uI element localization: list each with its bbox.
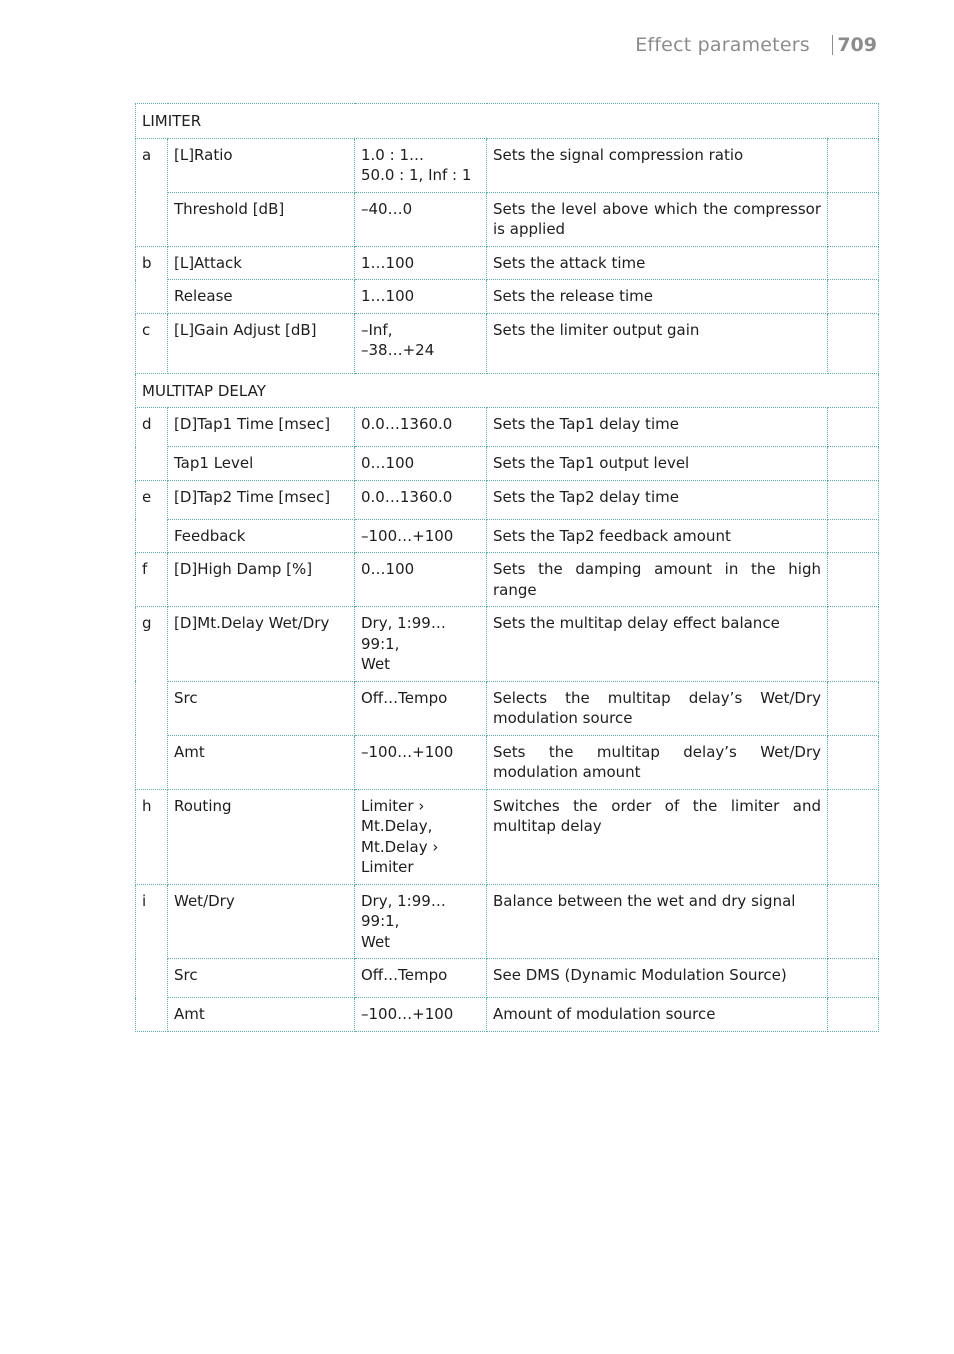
- param-range: [355, 789, 487, 884]
- group-letter: d: [136, 408, 168, 481]
- page-number: 709: [837, 34, 877, 56]
- empty-cell: [828, 519, 879, 553]
- empty-cell: [828, 192, 879, 246]
- param-range: [355, 246, 487, 280]
- param-description: Sets the multitap delay effect balance: [487, 607, 828, 682]
- range-line: –100…+100: [361, 1005, 454, 1023]
- range-line: –100…+100: [361, 742, 454, 761]
- table-row: [136, 789, 879, 884]
- param-name: Amt: [168, 735, 355, 789]
- range-line: Dry, 1:99…99:1,: [361, 614, 446, 653]
- param-name: Wet/Dry: [168, 884, 355, 959]
- table-row: [136, 884, 879, 959]
- empty-cell: [828, 959, 879, 998]
- param-name: Routing: [168, 789, 355, 884]
- param-description: Sets the attack time: [487, 246, 828, 280]
- table-row: [136, 408, 879, 447]
- param-name: [D]High Damp [%]: [168, 553, 355, 607]
- range-line: –Inf,: [361, 320, 393, 339]
- empty-cell: [828, 313, 879, 373]
- param-name: [L]Gain Adjust [dB]: [168, 313, 355, 373]
- param-name: Threshold [dB]: [168, 192, 355, 246]
- group-letter: f: [136, 553, 168, 607]
- param-name: Release: [168, 280, 355, 314]
- table-row: [136, 998, 879, 1032]
- range-line: Off…Tempo: [361, 966, 448, 984]
- range-line: 1.0 : 1…: [361, 145, 424, 164]
- range-line: Mt.Delay ›: [361, 837, 439, 856]
- range-line: 50.0 : 1, Inf : 1: [361, 166, 472, 184]
- param-range: [355, 553, 487, 607]
- param-range: [355, 681, 487, 735]
- section-header-row: [136, 104, 879, 139]
- range-line: Wet: [361, 932, 391, 951]
- empty-cell: [828, 607, 879, 682]
- param-description: Sets the release time: [487, 280, 828, 314]
- empty-cell: [828, 480, 879, 519]
- param-range: [355, 735, 487, 789]
- range-line: Off…Tempo: [361, 688, 448, 707]
- param-range: [355, 607, 487, 682]
- range-line: 1…100: [361, 287, 415, 305]
- table-row: [136, 313, 879, 373]
- parameter-table: [135, 103, 879, 1032]
- empty-cell: [828, 138, 879, 192]
- range-line: Limiter: [361, 858, 414, 876]
- page-header: [635, 32, 877, 58]
- param-description: Sets the Tap1 delay time: [487, 408, 828, 447]
- param-name: [L]Attack: [168, 246, 355, 280]
- param-range: [355, 959, 487, 998]
- param-range: [355, 884, 487, 959]
- table-row: [136, 138, 879, 192]
- empty-cell: [828, 408, 879, 447]
- param-range: [355, 280, 487, 314]
- range-line: Mt.Delay,: [361, 817, 433, 835]
- group-letter: a: [136, 138, 168, 246]
- param-name: Src: [168, 681, 355, 735]
- range-line: –40…0: [361, 199, 413, 218]
- param-description: Amount of modulation source: [487, 998, 828, 1032]
- range-line: 0…100: [361, 560, 415, 578]
- table-row: [136, 246, 879, 280]
- range-line: 0…100: [361, 454, 415, 472]
- range-line: 0.0…1360.0: [361, 415, 453, 433]
- param-range: [355, 480, 487, 519]
- table-row: [136, 192, 879, 246]
- param-description: Sets the Tap1 output level: [487, 447, 828, 481]
- table-row: [136, 519, 879, 553]
- table-row: [136, 681, 879, 735]
- empty-cell: [828, 884, 879, 959]
- empty-cell: [828, 681, 879, 735]
- empty-cell: [828, 735, 879, 789]
- param-name: [D]Tap2 Time [msec]: [168, 480, 355, 519]
- table-row: [136, 553, 879, 607]
- param-description: Sets the Tap2 delay time: [487, 480, 828, 519]
- param-description: Sets the Tap2 feedback amount: [487, 519, 828, 553]
- param-name: Amt: [168, 998, 355, 1032]
- table-row: [136, 607, 879, 682]
- range-line: Wet: [361, 655, 391, 673]
- header-title: Effect parameters: [635, 34, 810, 56]
- empty-cell: [828, 280, 879, 314]
- param-description: Sets the level above which the compressor is applied: [487, 192, 828, 246]
- empty-cell: [828, 447, 879, 481]
- section-title: MULTITAP DELAY: [136, 373, 879, 408]
- param-name: [D]Mt.Delay Wet/Dry: [168, 607, 355, 682]
- section-header-row: [136, 373, 879, 408]
- param-description: Sets the multitap delay’s Wet/Dry modulation amount: [487, 735, 828, 789]
- table-row: [136, 959, 879, 998]
- group-letter: i: [136, 884, 168, 1031]
- group-letter: c: [136, 313, 168, 373]
- range-line: Dry, 1:99…99:1,: [361, 891, 446, 930]
- param-description: Balance between the wet and dry signal: [487, 884, 828, 959]
- empty-cell: [828, 553, 879, 607]
- group-letter: b: [136, 246, 168, 313]
- param-range: [355, 447, 487, 481]
- range-line: Limiter ›: [361, 796, 425, 815]
- param-description: Switches the order of the limiter and multitap delay: [487, 789, 828, 884]
- param-range: [355, 138, 487, 192]
- table-row: [136, 735, 879, 789]
- param-description: Sets the signal compression ratio: [487, 138, 828, 192]
- group-letter: h: [136, 789, 168, 884]
- table-row: [136, 480, 879, 519]
- header-separator: [832, 35, 834, 55]
- empty-cell: [828, 998, 879, 1032]
- param-description: See DMS (Dynamic Modulation Source): [487, 959, 828, 998]
- param-name: [D]Tap1 Time [msec]: [168, 408, 355, 447]
- param-description: Selects the multitap delay’s Wet/Dry modulation source: [487, 681, 828, 735]
- param-range: [355, 313, 487, 373]
- param-range: [355, 408, 487, 447]
- range-line: –38…+24: [361, 341, 435, 359]
- section-title: LIMITER: [136, 104, 879, 139]
- range-line: 1…100: [361, 253, 415, 272]
- param-name: Feedback: [168, 519, 355, 553]
- param-name: [L]Ratio: [168, 138, 355, 192]
- param-range: [355, 192, 487, 246]
- table-row: [136, 280, 879, 314]
- empty-cell: [828, 789, 879, 884]
- param-range: [355, 998, 487, 1032]
- param-description: Sets the limiter output gain: [487, 313, 828, 373]
- range-line: –100…+100: [361, 526, 454, 545]
- param-range: [355, 519, 487, 553]
- group-letter: g: [136, 607, 168, 790]
- param-name: Tap1 Level: [168, 447, 355, 481]
- empty-cell: [828, 246, 879, 280]
- group-letter: e: [136, 480, 168, 553]
- param-name: Src: [168, 959, 355, 998]
- table-row: [136, 447, 879, 481]
- range-line: 0.0…1360.0: [361, 487, 453, 506]
- param-description: Sets the damping amount in the high range: [487, 553, 828, 607]
